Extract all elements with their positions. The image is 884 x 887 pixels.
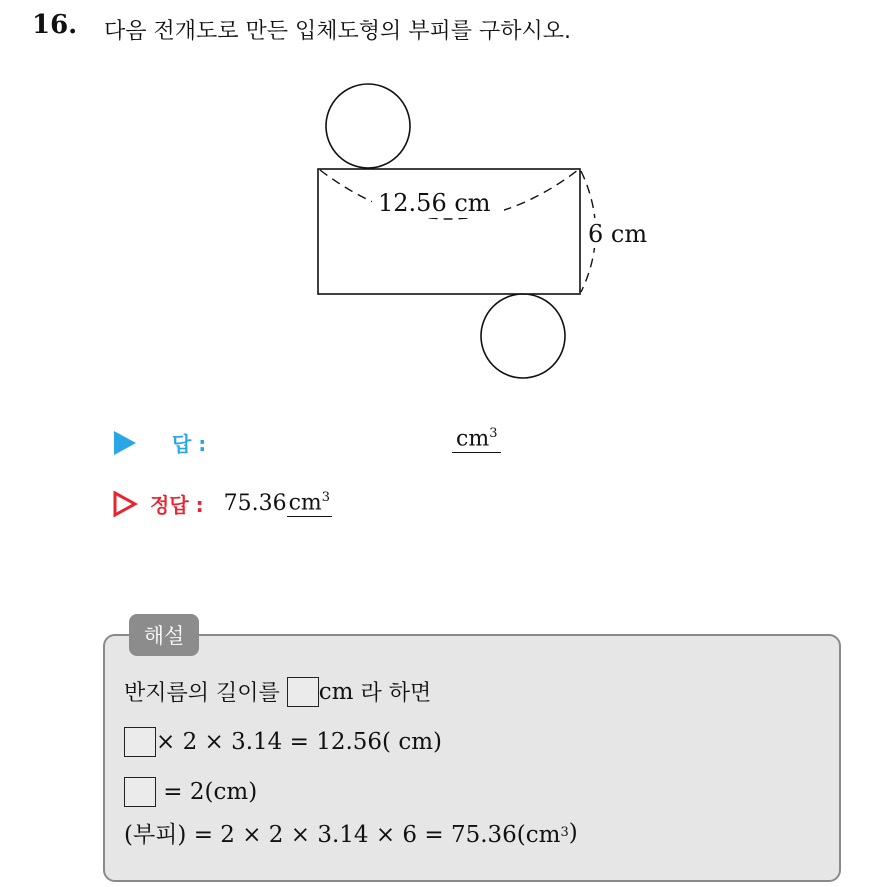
correct-answer-unit-wrap xyxy=(287,490,332,517)
solution-line-3 xyxy=(124,777,257,807)
correct-answer-row xyxy=(112,489,332,518)
question-number: 16. xyxy=(32,10,78,40)
play-triangle-icon xyxy=(112,429,138,457)
radius-blank-box xyxy=(124,727,156,757)
height-label: 6 cm xyxy=(588,220,648,248)
solution-tag: 해설 xyxy=(129,614,199,656)
radius-blank-box xyxy=(287,677,319,707)
solution-line-2 xyxy=(124,727,442,757)
answer-unit-exp: 3 xyxy=(489,426,498,441)
solution-line-2-text: × 2 × 3.14 = 12.56( cm) xyxy=(156,729,443,755)
radius-blank-box xyxy=(124,777,156,807)
solution-line-4-exp: 3 xyxy=(560,825,569,840)
length-label: 12.56 cm xyxy=(378,189,491,217)
top-circle xyxy=(326,84,410,168)
solution-line-4 xyxy=(124,816,578,849)
solution-line-1-unit: cm xyxy=(318,678,354,705)
bottom-circle xyxy=(481,294,565,378)
solution-line-4-close: ) xyxy=(568,819,578,846)
outline-triangle-icon xyxy=(112,490,138,518)
solution-line-1-post: 라 하면 xyxy=(353,681,432,706)
correct-answer-unit-exp: 3 xyxy=(321,489,331,505)
solution-line-4-text: (부피) = 2 × 2 × 3.14 × 6 = 75.36(cm xyxy=(124,822,561,848)
answer-label: 답 : xyxy=(172,432,207,456)
question-text: 다음 전개도로 만든 입체도형의 부피를 구하시오. xyxy=(104,19,572,44)
cylinder-net-figure xyxy=(0,0,884,420)
answer-blank[interactable] xyxy=(452,426,501,453)
answer-unit: cm xyxy=(456,426,490,452)
answer-row xyxy=(112,428,206,457)
solution-line-1-pre: 반지름의 길이를 xyxy=(124,681,287,706)
correct-answer-unit: cm xyxy=(288,490,322,516)
solution-line-1 xyxy=(124,676,431,707)
correct-answer-value: 75.36 xyxy=(223,491,287,516)
solution-line-3-text: = 2(cm) xyxy=(156,779,258,805)
correct-answer-label: 정답 : xyxy=(150,493,204,517)
